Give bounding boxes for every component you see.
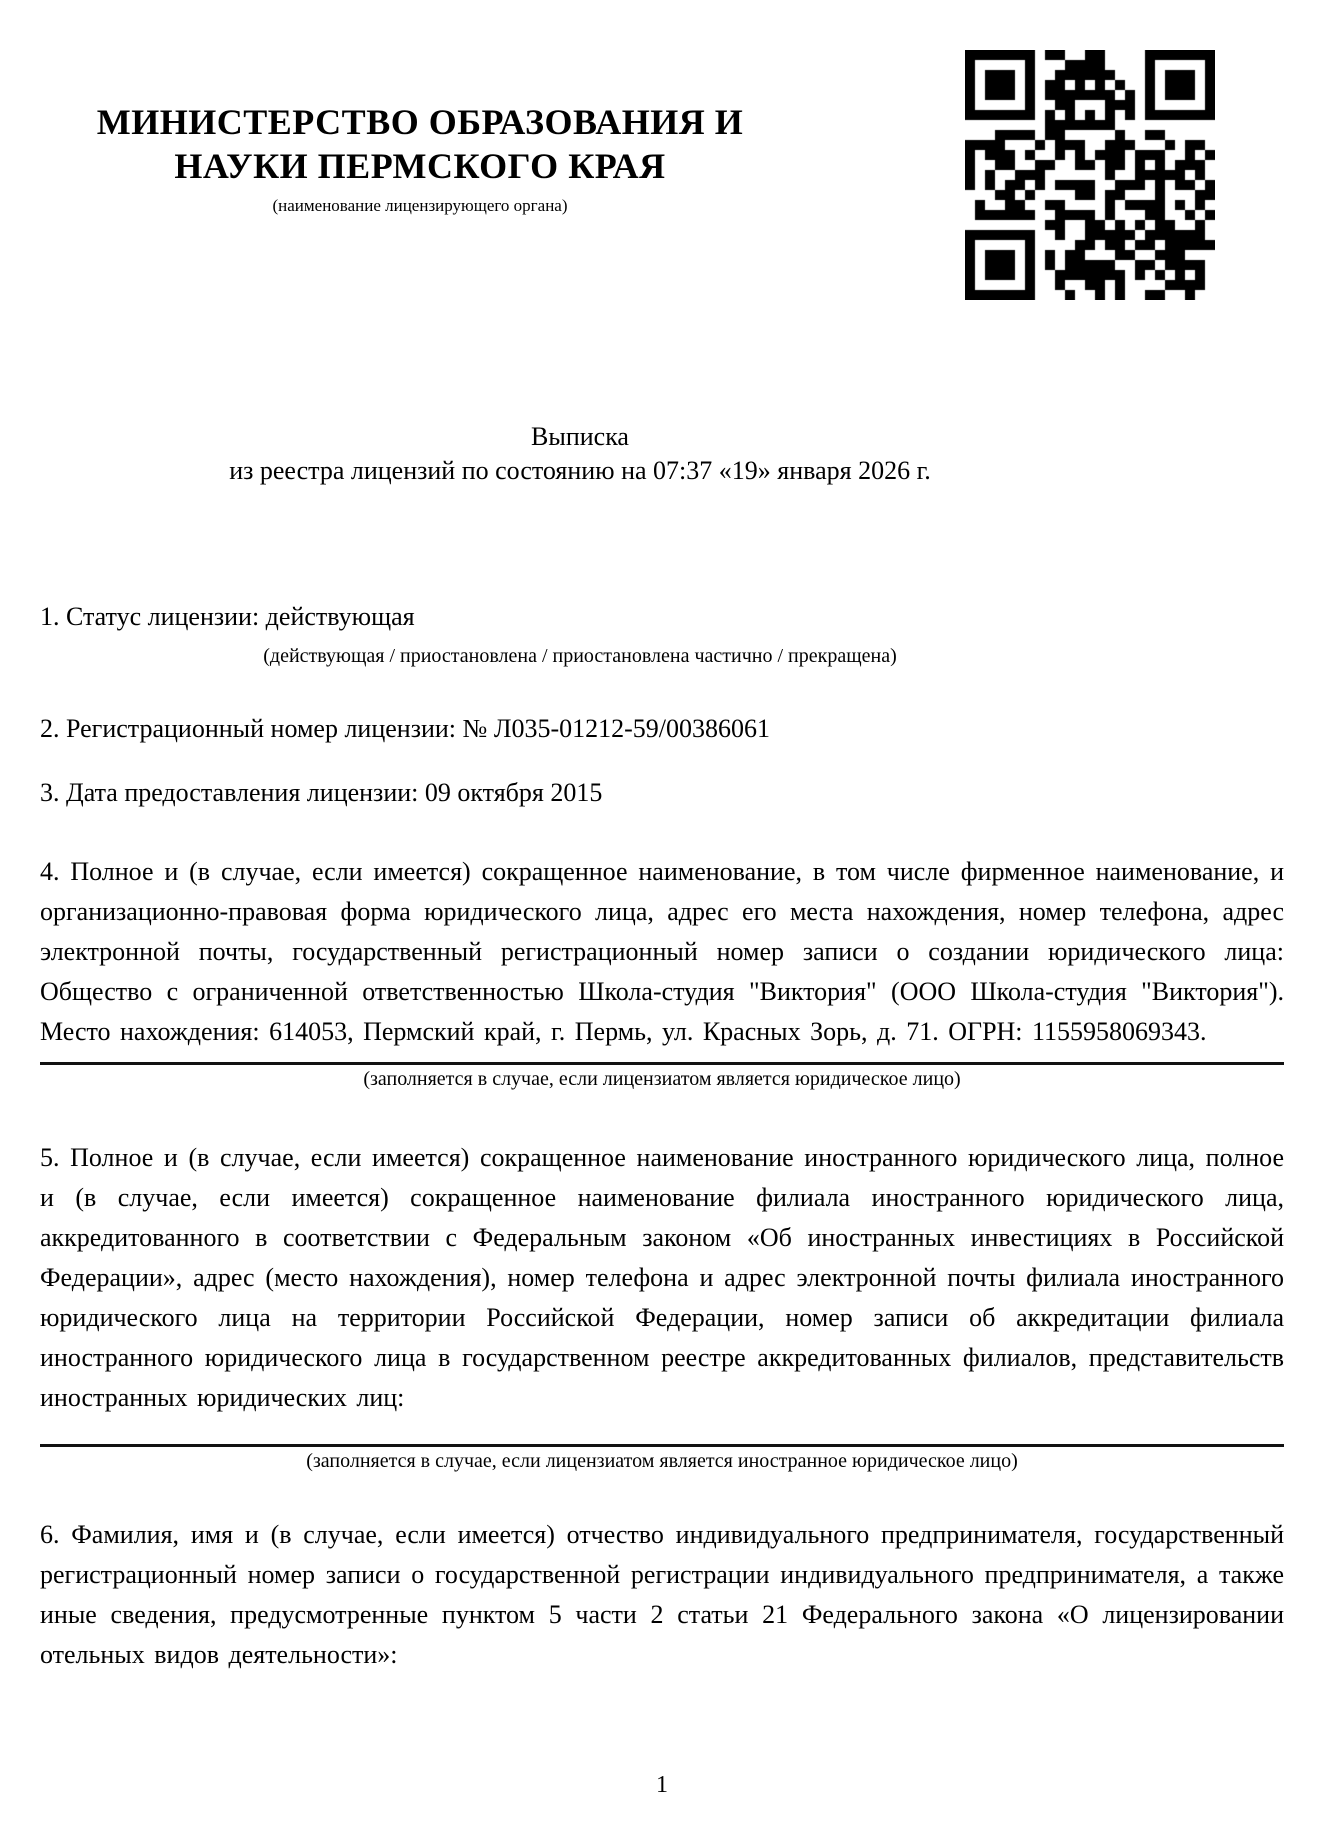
ministry-name-caption: (наименование лицензирующего органа) — [272, 196, 568, 215]
legal-entity-rule-caption: (заполняется в случае, если лицензиатом является юридическое лицо) — [363, 1068, 961, 1090]
items-list — [40, 600, 1284, 1675]
license-extract-page — [0, 50, 1324, 1840]
ministry-name-line2: НАУКИ ПЕРМСКОГО КРАЯ — [174, 146, 666, 186]
licensing-authority-block — [60, 50, 780, 216]
item-license-status: 1. Статус лицензии: действующая — [40, 602, 415, 631]
item-entrepreneur-paragraph: 6. Фамилия, имя и (в случае, если имеется) отчество индивидуального предпринимателя, государственный регистрационный номер записи о государственной регистрации индивидуального предпринимателя, а также иные сведения, предусмотренные пунктом 5 части 2 статьи 21 Федерального закона «О лицензировании отельных видов деятельности»: — [40, 1520, 1284, 1669]
item-license-status-caption: (действующая / приостановлена / приостановлена частично / прекращена) — [263, 645, 897, 667]
title-line1: Выписка — [531, 422, 629, 451]
item-grant-date: 3. Дата предоставления лицензии: 09 октября 2015 — [40, 778, 603, 807]
ministry-name-line1: МИНИСТЕРСТВО ОБРАЗОВАНИЯ И — [96, 102, 744, 142]
item-registration-number: 2. Регистрационный номер лицензии: № Л035-01212-59/00386061 — [40, 714, 771, 743]
item-foreign-entity-paragraph: 5. Полное и (в случае, если имеется) сокращенное наименование иностранного юридического лица, полное и (в случае, если имеется) сокращенное наименование филиала иностранного юридического лица, аккредитованного в соответствии с Федеральным законом «Об иностранных инвестициях в Российской Федерации», адрес (место нахождения), номер телефона и адрес электронной почты филиала иностранного юридического лица на территории Российской Федерации, номер записи об аккредитации филиала иностранного юридического лица в государственном реестре аккредитованных филиалов, представительств иностранных юридических лиц: — [40, 1143, 1284, 1412]
foreign-entity-rule-caption: (заполняется в случае, если лицензиатом является иностранное юридическое лицо) — [306, 1450, 1018, 1472]
qr-code-image — [965, 50, 1215, 300]
document-title — [40, 420, 1120, 488]
item-legal-entity-paragraph: 4. Полное и (в случае, если имеется) сокращенное наименование, в том числе фирменное наименование, и организационно-правовая форма юридического лица, адрес его места нахождения, номер телефона, адрес электронной почты, государственный регистрационный номер записи о создании юридического лица: Общество с ограниченной ответственностью Школа-студия "Виктория" (ООО Школа-студия "Виктория"). Место нахождения: 614053, Пермский край, г. Пермь, ул. Красных Зорь, д. 71. ОГРН: 1155958069343. — [40, 857, 1284, 1046]
title-line2: из реестра лицензий по состоянию на 07:37 «19» января 2026 г. — [229, 456, 931, 485]
page-number: 1 — [656, 1772, 668, 1798]
document-header — [40, 50, 1284, 300]
